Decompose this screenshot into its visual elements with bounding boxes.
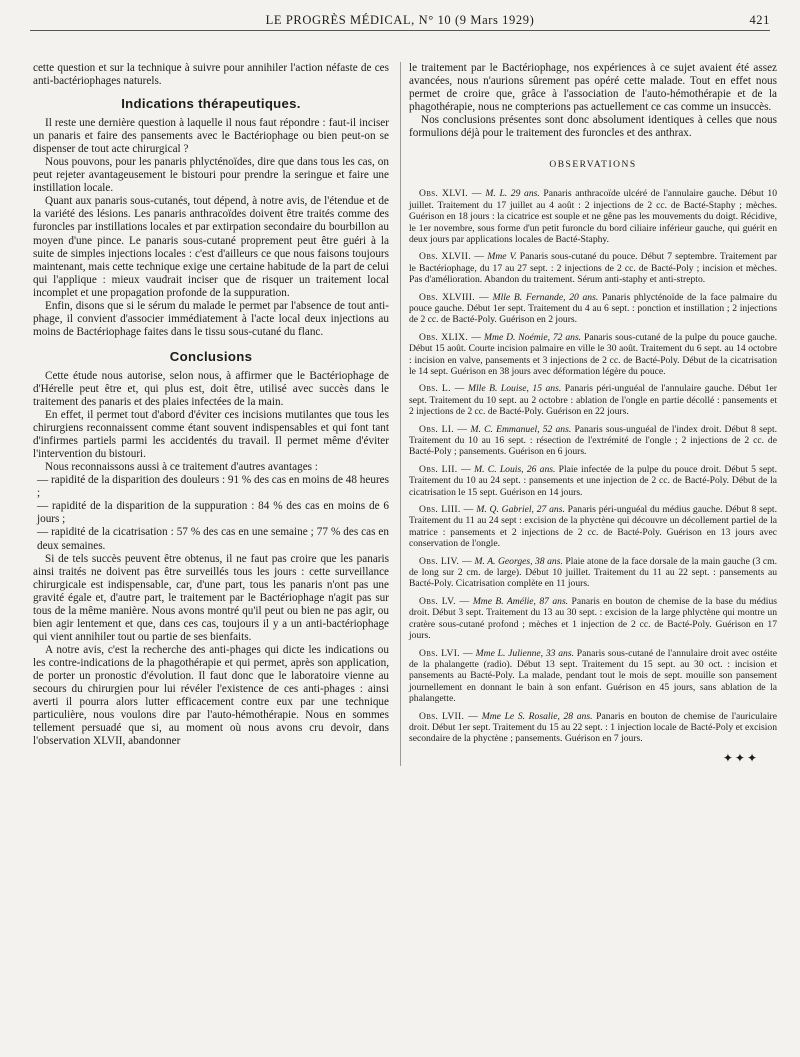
observation-entry xyxy=(409,383,777,417)
observation-text: Panaris phlycténoïde de la face palmaire du pouce gauche. Début 1er sept. Traitement du 4 au 6 sept. : ponction et instillation ; 2 injections de 2 cc. de Bacté-Poly. Guérison en 2 jours. xyxy=(409,291,777,326)
observation-text: Plaie atone de la face dorsale de la main gauche (3 cm. de long sur 2 cm. de large). Début 10 juillet. Traitement du 11 au 22 sept. : pansements au Bacté-Poly. Cicatrisation complète en 11 jours. xyxy=(409,555,777,590)
observation-entry xyxy=(409,711,777,745)
observation-patient: Mme D. Noémie, 72 ans. xyxy=(484,331,582,343)
right-column xyxy=(400,62,777,766)
observation-entry xyxy=(409,251,777,285)
observation-label: Obs. LVII. — xyxy=(419,710,479,722)
observation-text: Panaris sous-cutané de la pulpe du pouce gauche. Début 15 août. Courte incision palmaire en ville le 30 août. Traitement du 6 sept. au 14 octobre : incision en valve, pansements et 3 injections de 2 cc. de Bacté-Poly. Début de la cicatrisation le 14 sept. Guérison en 38 jours avec déformation légère du pouce. xyxy=(409,331,778,377)
observation-label: Obs. XLVI. — xyxy=(419,188,482,200)
observation-text: Panaris en bouton de chemise de la base du médius droit. Début 3 sept. Traitement du 13 au 30 sept. : excision de la large phlyctène qui montre un cratère sous-cutané profond ; mèches et 1 injection de 2 cc. de Bacté-Poly. Guérison en 17 jours. xyxy=(409,595,778,642)
observation-label: Obs. LIV. — xyxy=(419,555,472,567)
observation-text: Plaie infectée de la pulpe du pouce droit. Début 5 sept. Traitement du 10 au 24 sept. : pansements et une injection de 2 cc. de Bacté-Poly. Début de la cicatrisation le 15 sept. Guérison en 14 jours. xyxy=(409,463,777,498)
observation-entry xyxy=(409,596,777,642)
observation-entry xyxy=(409,464,777,498)
observation-text: Panaris sous-cutané du pouce. Début 7 septembre. Traitement par le Bactériophage, du 17 au 27 sept. : 2 injections de 2 cc. de Bacté-Poly ; incision et mèches. Pas d'amélioration. Abandon du traitement. Sérum anti-staphy et anti-strepto. xyxy=(409,251,777,286)
observation-patient: Mme V. xyxy=(487,251,517,263)
observation-entry xyxy=(409,556,777,590)
observation-entry xyxy=(409,188,777,245)
advantage-item: — rapidité de la cicatrisation : 57 % des cas en une semaine ; 77 % des cas en deux semaines. xyxy=(37,526,389,552)
observation-patient: M. C. Emmanuel, 52 ans. xyxy=(470,423,572,435)
observation-patient: Mme Le S. Rosalie, 28 ans. xyxy=(481,710,593,722)
observation-label: Obs. LIII. — xyxy=(419,504,474,516)
paragraph: Il reste une dernière question à laquelle il nous faut répondre : faut-il inciser un panaris et faire des pansements avec le Bactériophage ou bien peut-on se dispenser de tout acte chirurgical ? xyxy=(33,117,389,156)
observation-label: Obs. LI. — xyxy=(419,423,468,435)
advantage-item: — rapidité de la disparition de la suppuration : 84 % des cas en moins de 6 jours ; xyxy=(37,500,389,526)
observations-heading: OBSERVATIONS xyxy=(549,160,637,171)
observation-text: Panaris sous-unguéal de l'index droit. Début 8 sept. Traitement du 10 au 16 sept. : résection de l'extrémité de l'ongle ; 2 injections de 2 cc. de Bacté-Poly ; pansements. Guérison en 6 jours. xyxy=(409,423,778,458)
observation-label: Obs. LII. — xyxy=(419,463,471,475)
observation-text: Panaris anthracoïde ulcéré de l'annulaire gauche. Début 10 juillet. Traitement du 17 juillet au 4 août : 2 injections de 2 cc. de Bacté-Staphy ; mèches. Guérison en 18 jours : la cicatrice est souple et ne gêne pas les mouvements du doigt. Récidive, le 1er novembre, sous forme d'un petit furoncle du bord ciliaire inférieur gauche, qui guérit en deux jours par applications locales de Bacté-Staphy. xyxy=(409,188,777,245)
paragraph: Nous pouvons, pour les panaris phlycténoïdes, dire que dans tous les cas, on peut rejeter avantageusement le bistouri pour prendre la seringue et faire une instillation locale. xyxy=(33,156,389,195)
paragraph: A notre avis, c'est la recherche des anti-phages qui dicte les indications ou les contre-indications de la phagothérapie et qui permet, après son application, de porter un pronostic d'évolution. Il faut donc que le laboratoire vienne au secours du chirurgien pour lui révéler l'existence de ces anti-phages : ainsi averti il pourra alors lutter efficacement contre eux par une technique particulière, nous voulons dire par l'auto-hémothérapie. Nous en sommes tellement persuadé que si, au moment où nous avons cru devoir, dans l'observation XLVII, abandonner xyxy=(33,643,389,748)
paragraph: cette question et sur la technique à suivre pour annihiler l'action néfaste de ces anti-bactériophages naturels. xyxy=(33,62,389,88)
observation-label: Obs. XLIX. — xyxy=(419,331,482,343)
observation-entry xyxy=(409,292,777,326)
observation-patient: M. C. Louis, 26 ans. xyxy=(474,463,556,475)
observation-label: Obs. XLVII. — xyxy=(419,251,485,263)
observation-label: Obs. LVI. — xyxy=(419,647,473,659)
section-heading-indications: Indications thérapeutiques. xyxy=(121,96,301,112)
observation-entry xyxy=(409,424,777,458)
observation-patient: Mlle B. Fernande, 20 ans. xyxy=(492,291,599,303)
paragraph: le traitement par le Bactériophage, nos expériences à ce sujet avaient été assez avancées, nous n'aurions sûrement pas opéré cette malade. Tout en effet nous permet de croire que, grâce à l'association de l'auto-hémothérapie et de la phagothérapie, nous ne compterions pas actuellement ce cas comme un insuccès. xyxy=(409,62,777,114)
page-number: 421 xyxy=(749,13,770,27)
observation-label: Obs. LV. — xyxy=(419,595,470,607)
observation-patient: Mme B. Amélie, 87 ans. xyxy=(472,595,569,607)
paragraph: Enfin, disons que si le sérum du malade le permet par l'absence de tout anti-phage, il convient d'associer immédiatement à l'acte local deux injections au moins de Bactériophage faites dans le tissu sous-cutané du flanc. xyxy=(33,299,389,338)
observation-text: Panaris péri-unguéal de l'annulaire gauche. Début 1er sept. Traitement du 10 sept. au 2 octobre : ablation de l'ongle en partie décollé : pansements et 2 injections de 2 cc. de Bacté-Poly. Guérison en 22 jours. xyxy=(409,383,777,418)
left-column xyxy=(33,62,389,748)
observation-text: Panaris péri-unguéal du médius gauche. Début 8 sept. Traitement du 11 au 24 sept : excision de la phyctène qui découvre un décollement partiel de la matrice : pansements et 2 injections de 2 cc. de Bacté-Poly. Guérison en 13 jours avec conservation de l'ongle. xyxy=(409,504,777,550)
observation-entry xyxy=(409,504,777,550)
observations-list xyxy=(409,188,777,744)
paragraph: Cette étude nous autorise, selon nous, à affirmer que le Bactériophage de d'Hérelle peut être et, qui plus est, doit être, utilisé avec succès dans le traitement des panaris et des plaies infectées de la main. xyxy=(33,369,389,408)
paragraph: Nous reconnaissons aussi à ce traitement d'autres avantages : xyxy=(45,461,318,474)
paragraph: Quant aux panaris sous-cutanés, tout dépend, à notre avis, de l'étendue et de la variété des lésions. Les panaris anthracoïdes doivent être traités comme des furoncles par instillations locales et par extirpation secondaire du bourbillon au moyen d'une pince. Le panaris sous-cutané proprement peut être guéri à la suite de simples injections locales : c'est d'ailleurs ce que nous faisons toujours maintenant, mais cette technique exige une certaine habitude de la part de celui qui l'applique : mieux vaudrait inciser que de risquer un traitement local incomplet et une propagation profonde de la suppuration. xyxy=(33,195,389,299)
observation-patient: M. A. Georges, 38 ans. xyxy=(474,555,563,567)
end-ornament: ✦✦✦ xyxy=(722,750,759,765)
section-heading-conclusions: Conclusions xyxy=(169,348,253,364)
running-header xyxy=(30,8,770,31)
observation-label: Obs. XLVIII. — xyxy=(419,291,489,303)
advantage-item: — rapidité de la disparition des douleurs : 91 % des cas en moins de 48 heures ; xyxy=(37,474,389,500)
observation-text: Panaris sous-cutané de l'annulaire droit avec ostéite de la phalangette (radio). Début 13 sept. Traitement du 15 sept. au 30 oct. : incision et pansements au Bacté-Poly. La malade, pendant tout le mois de sept. mouille son pansement journellement en donnant le bain à son enfant. Guérison en 45 jours, sans ablation de la phalangette. xyxy=(409,647,777,705)
observation-entry xyxy=(409,332,777,378)
observation-patient: M. Q. Gabriel, 27 ans. xyxy=(476,504,565,516)
paragraph: Nos conclusions présentes sont donc absolument identiques à celles que nous formulions déjà pour le traitement des furoncles et des anthrax. xyxy=(409,114,777,140)
observation-label: Obs. L. — xyxy=(419,383,465,395)
observation-text: Panaris en bouton de chemise de l'auriculaire droit. Début 1er sept. Traitement du 15 au 22 sept. : 1 injection locale de Bacté-Poly et excision secondaire de la phyctène ; pansements. Guérison en 7 jours. xyxy=(409,710,777,745)
observation-patient: Mlle B. Louise, 15 ans. xyxy=(468,383,562,395)
journal-title: LE PROGRÈS MÉDICAL, N° 10 (9 Mars 1929) xyxy=(265,13,535,27)
paragraph: En effet, il permet tout d'abord d'éviter ces incisions mutilantes que tous les chirurgiens reconnaissent comme étant souvent indispensables et qui font tant d'infirmes partiels parmi les accidentés du travail. Il permet même d'éviter l'intervention du bistouri. xyxy=(33,409,389,461)
observation-entry xyxy=(409,648,777,705)
paragraph: Si de tels succès peuvent être obtenus, il ne faut pas croire que les panaris ainsi traités ne doivent pas être surveillés tous les jours : cette surveillance chirurgicale est indispensable, car, d'une part, tous les panaris n'ont pas une gravité égale et, d'autre part, le traitement par le Bactériophage n'agit pas sur tous de la même manière. Nous avons montré qu'il peut ou bien ne pas agir, ou bien agir lentement et que, dans ces cas, toujours il y a un anti-bactériophage qui vient annihiler tout ou partie de ses bienfaits. xyxy=(33,552,389,643)
observation-patient: M. L. 29 ans. xyxy=(485,188,540,200)
observation-patient: Mme L. Julienne, 33 ans. xyxy=(475,647,574,659)
